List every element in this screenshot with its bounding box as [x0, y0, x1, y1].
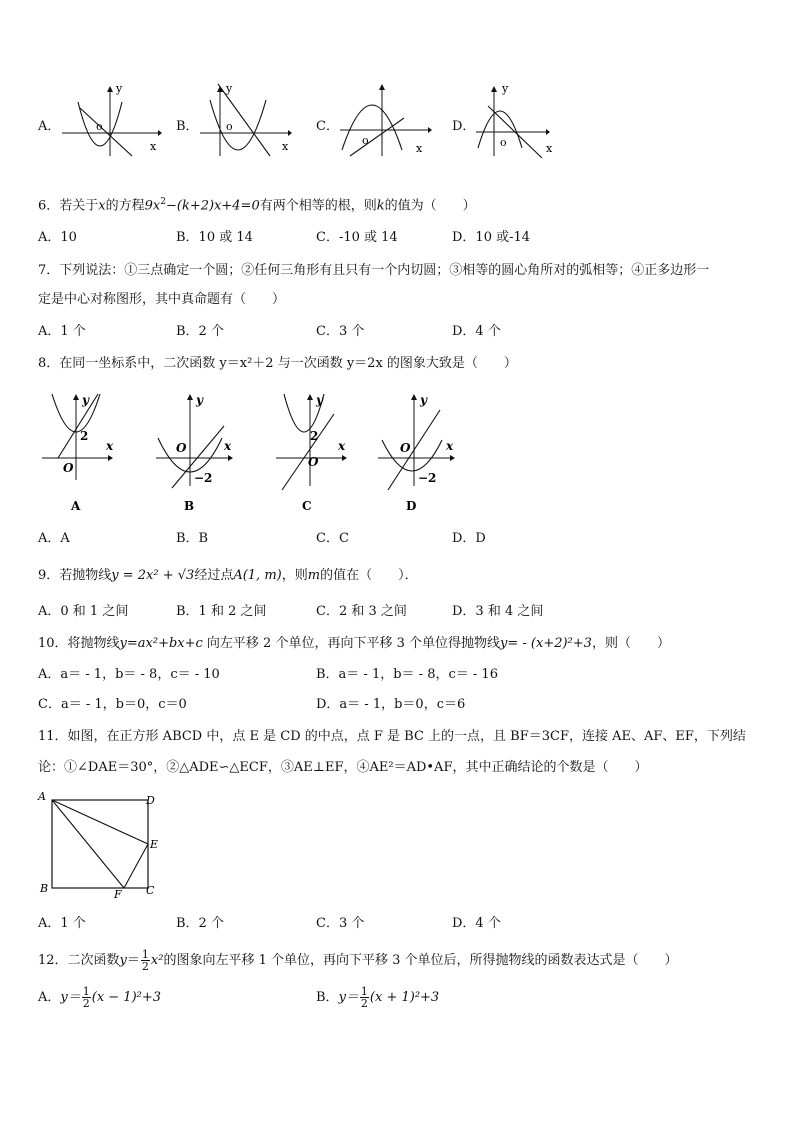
- q11-square-figure: [36, 788, 166, 902]
- q12-option-b[interactable]: B．y＝ $\frac{1}{2}$ (x + 1)²+3: [316, 985, 440, 1010]
- q11-option-c[interactable]: C．3 个: [316, 916, 365, 931]
- q6-option-b[interactable]: B．10 或 14: [176, 230, 253, 245]
- q5-option-c-label: C．: [316, 119, 339, 134]
- q8c-caption: C: [302, 499, 312, 513]
- q8-option-a[interactable]: A．A: [38, 531, 70, 546]
- q5-option-b-label: B．: [176, 119, 199, 134]
- q11-label-a: A: [38, 790, 46, 803]
- q10-option-a[interactable]: A．a＝ - 1，b＝ - 8，c＝ - 10: [38, 667, 220, 682]
- q8a-label: 2: [80, 429, 89, 443]
- q5a-o: o: [96, 120, 103, 133]
- q8-graph-b: [152, 390, 242, 514]
- q7-stem-line2: 定是中心对称图形，其中真命题有（ ）: [38, 292, 286, 307]
- q7-option-d[interactable]: D．4 个: [452, 324, 501, 339]
- q11-label-f: F: [114, 888, 122, 901]
- q8c-o: O: [308, 455, 319, 469]
- q7-stem-line1: 7．下列说法：①三点确定一个圆；②任何三角形有且只有一个内切圆；③相等的圆心角所对的弧相等；④正多边形一: [38, 263, 710, 278]
- q5-option-d-label: D．: [452, 119, 476, 134]
- q11-label-b: B: [40, 882, 49, 895]
- q8a-caption: A: [71, 499, 81, 513]
- q11-stem-line2: 论：①∠DAE＝30°，②△ADE∽△ECF，③AE⊥EF，④AE²＝AD•AF，其中正确结论的个数是（ ）: [38, 760, 648, 775]
- q8b-label: −2: [194, 471, 213, 485]
- q8c-label: 2: [310, 429, 319, 443]
- q8a-y: y: [82, 393, 89, 407]
- q9-option-c[interactable]: C．2 和 3 之间: [316, 604, 407, 619]
- q5b-o: o: [226, 120, 233, 133]
- q9-stem: 9．若抛物线y = 2x² + √3经过点A(1, m)，则m的值在（ ）．: [38, 568, 418, 583]
- q11-label-c: C: [146, 884, 155, 897]
- q12-stem: 12．二次函数y＝ $\frac{1}{2}$ x²的图象向左平移 1 个单位，再向下平移 3 个单位后，所得抛物线的函数表达式是（ ）: [38, 948, 678, 973]
- q5d-o: o: [500, 136, 507, 149]
- q11-label-d: D: [146, 794, 155, 807]
- q8-graph-c: [272, 390, 356, 514]
- q11-label-e: E: [150, 838, 159, 851]
- q9-option-a[interactable]: A．0 和 1 之间: [38, 604, 129, 619]
- q5-option-a-label: A．: [38, 119, 61, 134]
- q7-option-c[interactable]: C．3 个: [316, 324, 365, 339]
- q7-option-b[interactable]: B．2 个: [176, 324, 224, 339]
- q6-option-a[interactable]: A．10: [38, 230, 77, 245]
- q10-option-c[interactable]: C．a＝ - 1，b＝0，c＝0: [38, 697, 187, 712]
- q9-option-d[interactable]: D．3 和 4 之间: [452, 604, 544, 619]
- q5a-y: y: [116, 82, 123, 95]
- q5-graph-b: [196, 80, 304, 160]
- q8b-o: O: [176, 441, 187, 455]
- q8a-o: O: [63, 461, 74, 475]
- q11-option-b[interactable]: B．2 个: [176, 916, 224, 931]
- q10-option-b[interactable]: B．a＝ - 1，b＝ - 8，c＝ - 16: [316, 667, 498, 682]
- q11-option-a[interactable]: A．1 个: [38, 916, 86, 931]
- q8c-y: y: [316, 393, 323, 407]
- q5-graph-d: [472, 80, 562, 160]
- q8a-x: x: [106, 439, 114, 453]
- q8-graph-a: [38, 390, 122, 514]
- q8-option-b[interactable]: B．B: [176, 531, 209, 546]
- q6-option-c[interactable]: C．-10 或 14: [316, 230, 398, 245]
- q5d-x: x: [546, 142, 553, 155]
- q5c-o: o: [362, 134, 369, 147]
- q5c-x: x: [416, 142, 423, 155]
- q5-graph-c: [336, 80, 436, 160]
- q8b-x: x: [224, 439, 232, 453]
- q11-option-d[interactable]: D．4 个: [452, 916, 501, 931]
- q8b-y: y: [196, 393, 203, 407]
- q6-option-d[interactable]: D．10 或-14: [452, 230, 531, 245]
- q9-option-b[interactable]: B．1 和 2 之间: [176, 604, 267, 619]
- q8-option-d[interactable]: D．D: [452, 531, 486, 546]
- q10-option-d[interactable]: D．a＝ - 1，b＝0，c＝6: [316, 697, 466, 712]
- q8-graph-d: [374, 390, 464, 514]
- q5b-y: y: [226, 82, 233, 95]
- q11-stem-line1: 11．如图，在正方形 ABCD 中，点 E 是 CD 的中点，点 F 是 BC 上的一点，且 BF＝3CF，连接 AE、AF、EF，下列结: [38, 729, 746, 744]
- q5d-y: y: [502, 82, 509, 95]
- q8d-label: −2: [418, 471, 437, 485]
- q8d-y: y: [420, 393, 427, 407]
- q5-graph-a: [58, 80, 166, 160]
- q12-option-a[interactable]: A．y＝ $\frac{1}{2}$ (x − 1)²+3: [38, 985, 162, 1010]
- q5a-x: x: [150, 140, 157, 153]
- q8b-caption: B: [184, 499, 195, 513]
- q8c-x: x: [338, 439, 346, 453]
- q8d-caption: D: [406, 499, 417, 513]
- q5b-x: x: [282, 140, 289, 153]
- q8d-o: O: [400, 441, 411, 455]
- q8-option-c[interactable]: C．C: [316, 531, 349, 546]
- q6-stem: 6．若关于x的方程$9x^2-(k+2)x+4=0$有两个相等的根，则k的值为（ ）: [38, 197, 476, 214]
- q8-stem: 8．在同一坐标系中，二次函数 y＝x²＋2 与一次函数 y＝2x 的图象大致是（ ）: [38, 356, 517, 371]
- q10-stem: 10．将抛物线y=ax²+bx+c 向左平移 2 个单位，再向下平移 3 个单位得抛物线y= - (x+2)²+3，则（ ）: [38, 636, 670, 651]
- q8d-x: x: [446, 439, 454, 453]
- q7-option-a[interactable]: A．1 个: [38, 324, 86, 339]
